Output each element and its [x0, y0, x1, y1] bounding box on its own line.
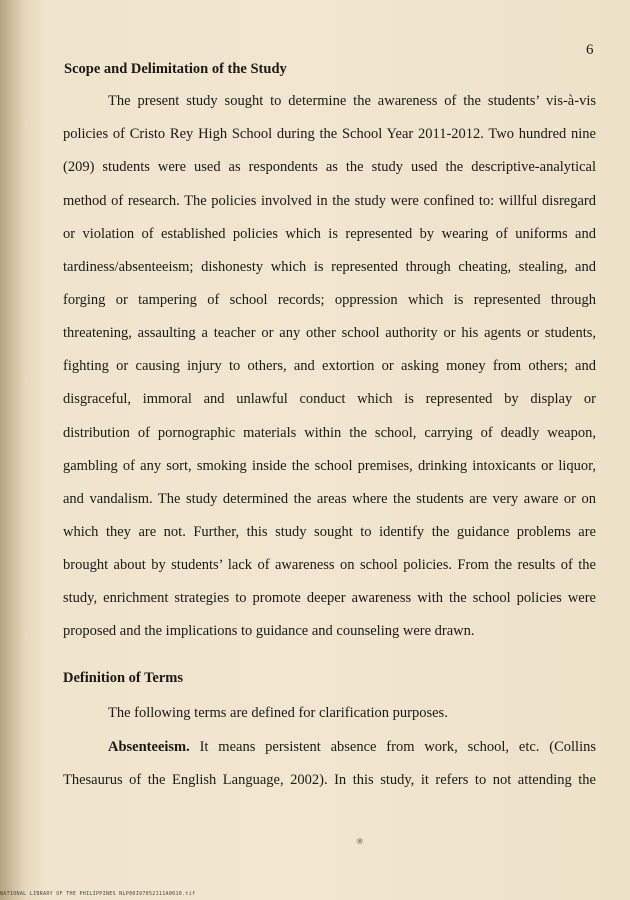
paragraph-line: fighting or causing injury to others, and extortion or asking money from others; and [63, 358, 596, 374]
ink-smudge: ❀ [356, 836, 364, 846]
paragraph-line: study, enrichment strategies to promote deeper awareness with the school policies were [63, 590, 596, 606]
paragraph-line: or violation of established policies which is represented by wearing of uniforms and [63, 226, 596, 242]
paragraph-line: which they are not. Further, this study sought to identify the guidance problems are [63, 524, 596, 540]
paragraph-line: tardiness/absenteeism; dishonesty which is represented through cheating, stealing, and [63, 259, 596, 275]
paragraph-line: The present study sought to determine the awareness of the students’ vis-à-vis [108, 93, 596, 109]
section-heading-definitions: Definition of Terms [63, 670, 184, 686]
paragraph-line: threatening, assaulting a teacher or any other school authority or his agents or students, [63, 325, 596, 341]
page-number: 6 [586, 42, 594, 58]
paragraph-line: gambling of any sort, smoking inside the school premises, drinking intoxicants or liquor, [63, 458, 596, 474]
paragraph-line: (209) students were used as respondents as the study used the descriptive-analytical [63, 159, 596, 175]
paragraph-line: distribution of pornographic materials within the school, carrying of deadly weapon, [63, 425, 596, 441]
term-definition-line [108, 739, 596, 756]
paragraph-line: Thesaurus of the English Language, 2002). In this study, it refers to not attending the [63, 772, 596, 788]
paragraph-line: method of research. The policies involved in the study were confined to: willful disregard [63, 193, 596, 209]
term-definition-text: It means persistent absence from work, school, etc. (Collins [189, 739, 596, 755]
paragraph-line: proposed and the implications to guidance and counseling were drawn. [63, 623, 475, 639]
paragraph-line: policies of Cristo Rey High School during the School Year 2011-2012. Two hundred nine [63, 126, 596, 142]
paragraph-line: forging or tampering of school records; oppression which is represented through [63, 292, 596, 308]
section-heading-scope: Scope and Delimitation of the Study [64, 61, 287, 77]
paragraph-line: brought about by students’ lack of awareness on school policies. From the results of the [63, 557, 596, 573]
definitions-intro: The following terms are defined for clarification purposes. [108, 705, 448, 721]
paragraph-line: disgraceful, immoral and unlawful conduct which is represented by display or [63, 391, 596, 407]
term-absenteeism: Absenteeism. [108, 739, 190, 755]
paragraph-line: and vandalism. The study determined the areas where the students are very aware or on [63, 491, 596, 507]
scan-footer: NATIONAL LIBRARY OF THE PHILIPPINES NLP00I97052111A0010.tif [0, 891, 196, 897]
